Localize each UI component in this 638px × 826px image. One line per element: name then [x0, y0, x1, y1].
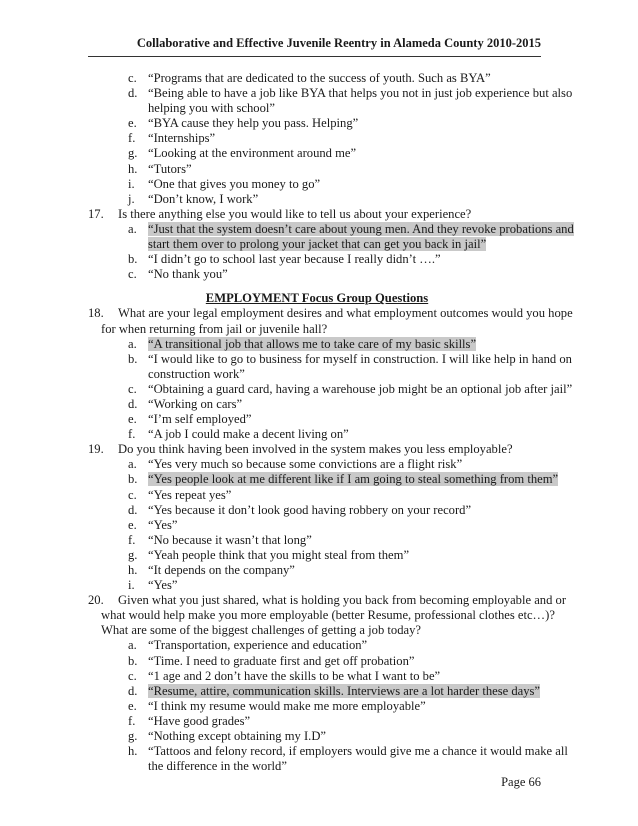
list-item	[128, 669, 546, 684]
list-item-text	[148, 638, 546, 653]
quote-text: “Being able to have a job like BYA that helps you not in just job experience but also	[148, 86, 573, 101]
list-item-letter: e.	[128, 517, 137, 532]
list-item-text-line	[148, 351, 572, 367]
list-item	[128, 267, 546, 282]
list-item-text	[148, 729, 546, 744]
list-item	[128, 714, 546, 729]
question-text-line: What are your legal employment desires and what employment outcomes would you hope	[118, 306, 573, 321]
list-item-letter: f.	[128, 131, 136, 146]
list-item-letter: c.	[128, 668, 137, 683]
list-item-letter: h.	[128, 161, 138, 176]
quote-text: “Yeah people think that you might steal from them”	[148, 547, 410, 562]
list-item-text	[148, 221, 574, 252]
question-text-line: Given what you just shared, what is holding you back from becoming employable and or	[118, 593, 567, 608]
list-item	[128, 252, 546, 267]
quote-text: “Tattoos and felony record, if employers would give me a chance it would make all	[148, 744, 568, 759]
list-item	[128, 397, 546, 412]
quote-text: “Nothing except obtaining my I.D”	[148, 729, 327, 744]
list-item-text	[148, 578, 546, 593]
list-item-letter: e.	[128, 412, 137, 427]
list-item-text	[148, 397, 546, 412]
list-item	[128, 503, 546, 518]
question-line	[88, 207, 546, 222]
list-item-text-line	[148, 684, 546, 699]
list-item-letter: b.	[128, 472, 138, 487]
quote-text: “Working on cars”	[148, 396, 243, 411]
list-item	[128, 533, 546, 548]
quote-text: “Yes because it don’t look good having robbery on your record”	[148, 502, 472, 517]
list-item-letter: g.	[128, 146, 138, 161]
list-item-letter: d.	[128, 86, 138, 101]
list-item-text-line	[148, 729, 546, 744]
list-item-letter: a.	[128, 221, 137, 236]
question-text	[101, 306, 573, 336]
list-item-text-line	[148, 101, 546, 116]
running-header: Collaborative and Effective Juvenile Reentry in Alameda County 2010-2015	[136, 36, 541, 50]
question-number: 19.	[88, 442, 104, 457]
list-item-text-line	[148, 759, 546, 774]
list-item-text	[148, 381, 573, 397]
question-line	[88, 306, 573, 336]
list-item-text-line	[148, 503, 546, 518]
question-number: 17.	[88, 206, 104, 221]
question-18	[88, 306, 573, 442]
header-rule	[88, 56, 541, 57]
list-item-letter: a.	[128, 336, 137, 351]
list-item	[128, 654, 546, 669]
quote-text: “Have good grades”	[148, 713, 251, 728]
quote-text: “No because it wasn’t that long”	[148, 532, 312, 547]
quote-text: construction work”	[148, 366, 245, 381]
list-item-letter: b.	[128, 252, 138, 267]
list-item	[128, 488, 546, 503]
quote-text: helping you with school”	[148, 101, 275, 116]
list-item-text-line	[148, 267, 546, 282]
list-item-text	[148, 337, 546, 352]
quote-text: “BYA cause they help you pass. Helping”	[148, 116, 359, 131]
list-item-text-line	[148, 669, 546, 684]
list-item-text-line	[148, 699, 546, 714]
list-item-text	[148, 252, 546, 267]
quote-text: “Time. I need to graduate first and get off probation”	[148, 653, 415, 668]
list-item-text-line	[148, 457, 546, 472]
list-item-letter: d.	[128, 683, 138, 698]
list-item	[128, 684, 546, 699]
list-item-text	[148, 267, 546, 282]
list-item-letter: i.	[128, 176, 135, 191]
list-item	[128, 146, 546, 161]
list-item-text-line	[148, 533, 546, 548]
list-item	[128, 221, 574, 252]
list-item-text	[148, 457, 546, 472]
list-item-text	[148, 699, 546, 714]
list-item-text-line	[148, 518, 546, 533]
list-item-text-line	[148, 488, 546, 503]
quote-text: “Tutors”	[148, 161, 192, 176]
list-item	[128, 351, 572, 382]
list-item-text-line	[148, 86, 573, 101]
list-item-letter: h.	[128, 563, 138, 577]
list-item-letter: g.	[128, 729, 138, 744]
list-item-letter: e.	[128, 116, 137, 131]
list-item-text	[148, 162, 546, 177]
list-item-text	[148, 669, 546, 684]
list-item-text	[148, 427, 546, 442]
list-item-text-line	[148, 177, 546, 192]
list-item	[128, 71, 546, 86]
list-item	[128, 729, 546, 744]
list-item	[128, 638, 546, 653]
list-item	[128, 177, 546, 192]
list-item-text	[148, 563, 546, 578]
list-item-text-line	[148, 367, 546, 382]
list-item-letter: h.	[128, 744, 138, 759]
list-item	[128, 162, 546, 177]
quote-text: “Transportation, experience and education”	[148, 638, 368, 653]
list-item-text-line	[148, 146, 546, 161]
quote-text: “Yes repeat yes”	[148, 487, 232, 502]
list-item-letter: d.	[128, 396, 138, 411]
list-item-letter: f.	[128, 427, 136, 442]
question-text-line: Is there anything else you would like to tell us about your experience?	[118, 206, 472, 221]
list-item-letter: a.	[128, 638, 137, 653]
question-number: 20.	[88, 593, 104, 608]
list-item-text	[148, 412, 546, 427]
list-item-letter: g.	[128, 547, 138, 562]
list-item	[128, 472, 559, 487]
quote-text: “Resume, attire, communication skills. Interviews are a lot harder these days”	[148, 683, 541, 698]
list-item-letter: c.	[128, 71, 137, 85]
quote-text: “Don’t know, I work”	[148, 191, 259, 206]
list-item-letter: f.	[128, 532, 136, 547]
quote-text: “It depends on the company”	[148, 563, 295, 577]
list-item	[128, 86, 573, 116]
list-item-text	[148, 146, 546, 161]
list-item-text-line	[148, 397, 546, 412]
quote-text: “I think my resume would make me more employable”	[148, 698, 426, 713]
question-text-line: What are some of the biggest challenges of getting a job today?	[101, 623, 421, 638]
list-item	[128, 381, 573, 397]
quote-text: “I didn’t go to school last year because I really didn’t ….”	[148, 252, 441, 267]
list-item-text	[148, 192, 546, 207]
list-item-text-line	[148, 337, 546, 352]
list-item-text	[148, 71, 546, 86]
list-item	[128, 578, 546, 593]
quote-text: the difference in the world”	[148, 759, 287, 774]
quote-text: “Programs that are dedicated to the success of youth. Such as BYA”	[148, 71, 491, 85]
list-item-text-line	[148, 221, 574, 237]
list-item-text-line	[148, 252, 546, 267]
list-item	[128, 131, 546, 146]
list-item-text-line	[148, 237, 546, 252]
quote-text: “I would like to go to business for myself in construction. I will like help in hand on	[148, 351, 572, 366]
list-item-text-line	[148, 131, 546, 146]
list-item	[128, 427, 546, 442]
list-item	[128, 744, 568, 774]
list-item-text-line	[148, 412, 546, 427]
list-item	[128, 457, 546, 472]
question-text	[101, 593, 567, 638]
list-item-text	[148, 654, 546, 669]
list-item-text	[148, 472, 559, 487]
list-item-letter: c.	[128, 381, 137, 396]
quote-text: “No thank you”	[148, 267, 228, 282]
quote-text: “Yes”	[148, 578, 178, 593]
list-item-text-line	[148, 472, 559, 487]
list-item-text	[148, 488, 546, 503]
list-item-text-line	[148, 192, 546, 207]
quote-text: “Yes”	[148, 517, 178, 532]
list-item-text-line	[148, 116, 546, 131]
list-item-letter: b.	[128, 653, 138, 668]
question-17	[88, 206, 574, 282]
document-body	[88, 71, 574, 774]
list-item-letter: a.	[128, 457, 137, 472]
list-item-text-line	[148, 714, 546, 729]
question-text	[118, 207, 546, 222]
list-item-text	[148, 714, 546, 729]
list-item-text	[148, 744, 568, 774]
quote-text: “A transitional job that allows me to take care of my basic skills”	[148, 336, 477, 351]
question-line	[88, 442, 546, 457]
list-item	[128, 518, 546, 533]
list-item-text-line	[148, 548, 546, 563]
question-20	[88, 593, 568, 774]
list-item-text	[148, 131, 546, 146]
list-item-text	[148, 533, 546, 548]
list-item	[128, 699, 546, 714]
list-item-text	[148, 503, 546, 518]
question-text-line: for when returning from jail or juvenile hall?	[101, 321, 328, 336]
quote-text: “Just that the system doesn’t care about young men. And they revoke probations and	[148, 221, 574, 236]
quote-text: start them over to prolong your jacket that can get you back in jail”	[148, 237, 487, 252]
list-item-text-line	[148, 654, 546, 669]
list-item-text	[148, 86, 573, 116]
question-text-line: what would help make you more employable (better Resume, professional clothes etc…)?	[101, 608, 555, 623]
list-item-text-line	[148, 744, 568, 759]
question-number: 18.	[88, 306, 104, 321]
list-item-text	[148, 684, 546, 699]
list-item	[128, 192, 546, 207]
list-item-letter: f.	[128, 713, 136, 728]
list-block-continued	[88, 71, 573, 207]
list-item-text	[148, 116, 546, 131]
list-item-text	[148, 177, 546, 192]
list-item-text-line	[148, 638, 546, 653]
list-item-text-line	[148, 578, 546, 593]
list-item	[128, 548, 546, 563]
list-item-text-line	[148, 71, 546, 86]
question-line	[88, 593, 567, 638]
list-item-text-line	[148, 563, 546, 578]
list-item-letter: i.	[128, 578, 135, 593]
quote-text: “Internships”	[148, 131, 216, 146]
quote-text: “Yes people look at me different like if I am going to steal something from them”	[148, 472, 559, 487]
list-item-text	[148, 548, 546, 563]
question-text-line: Do you think having been involved in the system makes you less employable?	[118, 442, 513, 457]
list-item-letter: d.	[128, 502, 138, 517]
quote-text: “Looking at the environment around me”	[148, 146, 357, 161]
quote-text: “A job I could make a decent living on”	[148, 427, 349, 442]
quote-text: “One that gives you money to go”	[148, 176, 321, 191]
quote-text: “Yes very much so because some convictions are a flight risk”	[148, 457, 463, 472]
list-item	[128, 116, 546, 131]
list-item-text	[148, 351, 572, 382]
quote-text: “I’m self employed”	[148, 412, 252, 427]
question-19	[88, 442, 559, 593]
list-item-text-line	[148, 427, 546, 442]
list-item	[128, 412, 546, 427]
question-text	[118, 442, 546, 457]
list-item-text-line	[148, 381, 573, 397]
list-item-letter: b.	[128, 351, 138, 366]
quote-text: “Obtaining a guard card, having a warehouse job might be an optional job after jail”	[148, 381, 573, 396]
list-item-letter: e.	[128, 698, 137, 713]
list-item	[128, 563, 546, 578]
quote-text: “1 age and 2 don’t have the skills to be what I want to be”	[148, 668, 441, 683]
list-item-text-line	[148, 162, 546, 177]
list-item-text	[148, 518, 546, 533]
list-item-letter: c.	[128, 487, 137, 502]
list-item-letter: j.	[128, 191, 135, 206]
section-title: EMPLOYMENT Focus Group Questions	[205, 291, 429, 306]
list-item	[128, 337, 546, 352]
page-number: Page 66	[501, 775, 541, 789]
list-item-letter: c.	[128, 267, 137, 282]
